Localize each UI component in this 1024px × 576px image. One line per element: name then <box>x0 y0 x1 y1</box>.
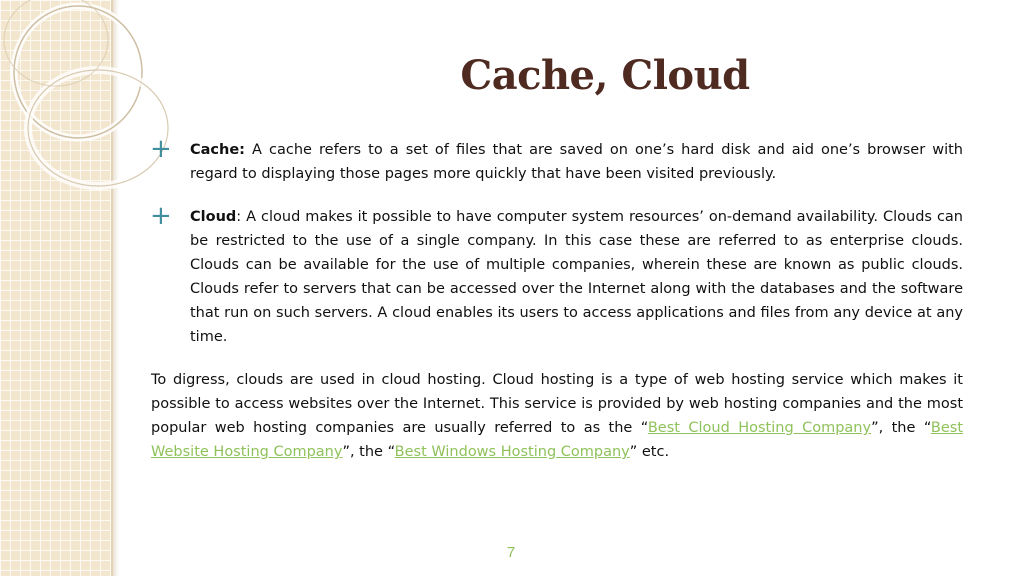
body-paragraph <box>151 368 963 464</box>
slide-title: Cache, Cloud <box>460 52 750 99</box>
bullet-term: Cache: <box>190 142 245 158</box>
bullet-term: Cloud <box>190 209 237 225</box>
paragraph-text: ”, the “ <box>871 420 931 436</box>
bullet-text: A cache refers to a set of files that are saved on one’s hard disk and aid one’s browser with regard to displaying those pages more quickly that have been visited previously. <box>190 142 963 182</box>
bullet-item-cloud <box>150 201 963 349</box>
bullet-text: : A cloud makes it possible to have computer system resources’ on-demand availability. Clouds can be restricted to the use of a single company. In this case these are referred to as enterprise clouds. Clouds can be available for the use of multiple companies, wherein these are known as public clouds. Clouds refer to servers that can be accessed over the Internet along with the databases and the software that run on such servers. A cloud enables its users to access applications and files from any device at any time. <box>190 209 963 345</box>
paragraph-text: To digress, clouds are used in cloud hosting. Cloud hosting is a type of web hosting service which makes it possible to access websites over the Internet. This service is provided by web hosting companies and the most popular web hosting companies are usually referred to as the “ <box>151 372 963 436</box>
plus-icon: + <box>150 134 172 164</box>
best-cloud-hosting-link[interactable]: Best Cloud Hosting Company <box>647 420 872 436</box>
page-number: 7 <box>506 544 516 561</box>
bullet-item-cache <box>150 134 963 186</box>
best-website-hosting-link[interactable]: Best Website Hosting Company <box>151 420 963 460</box>
plus-icon: + <box>150 201 172 231</box>
decorative-rings <box>0 0 160 200</box>
best-windows-hosting-link[interactable]: Best Windows Hosting Company <box>394 444 630 460</box>
paragraph-text: ”, the “ <box>342 444 395 460</box>
paragraph-text: ” etc. <box>629 444 670 460</box>
slide-content <box>150 134 963 464</box>
